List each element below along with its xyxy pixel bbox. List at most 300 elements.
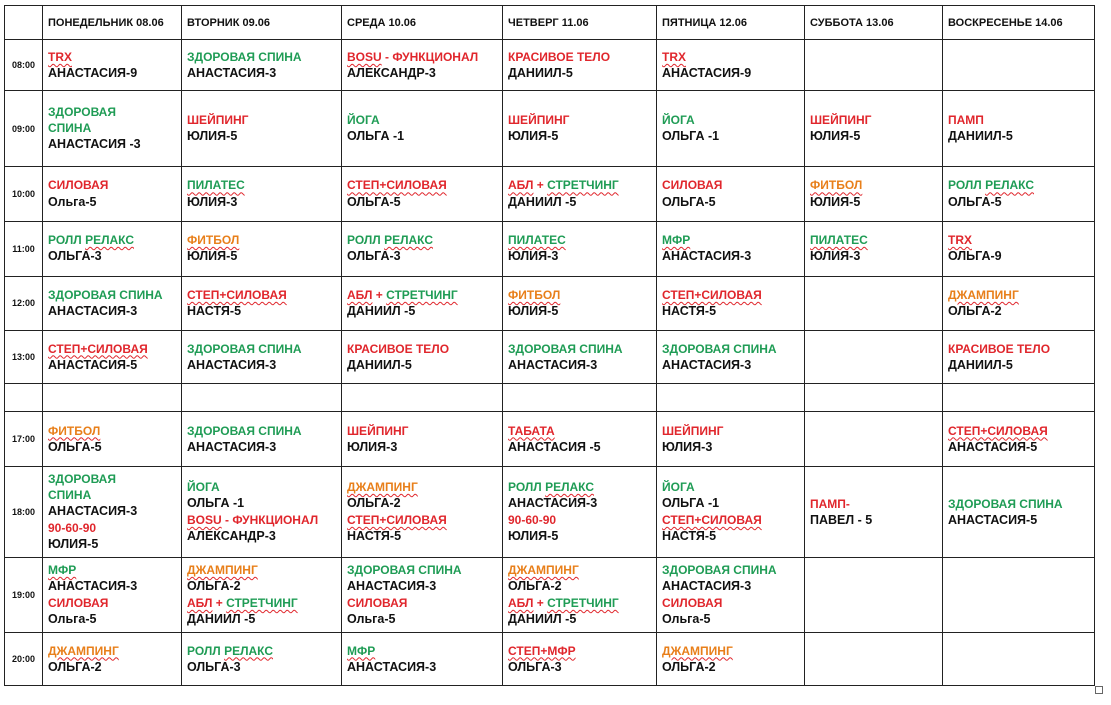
class-entry [187, 341, 336, 374]
class-entry [347, 232, 497, 265]
class-entry [508, 287, 651, 320]
class-name-part: СТЕП+СИЛОВАЯ [662, 513, 762, 528]
class-entry [948, 287, 1089, 320]
class-entry [48, 232, 176, 265]
time-slot: 09:00 [5, 91, 43, 167]
trainer-name: НАСТЯ-5 [347, 529, 402, 544]
class-name-part: BOSU [347, 49, 382, 64]
trainer-name: ОЛЬГА-2 [662, 659, 716, 674]
trainer-name: НАСТЯ-5 [662, 529, 717, 544]
day-header: ВТОРНИК 09.06 [182, 6, 342, 40]
class-entry [347, 512, 497, 545]
class-entry [48, 104, 176, 153]
class-name-part: ЗДОРОВАЯ СПИНА [948, 496, 1063, 511]
class-name [187, 512, 336, 528]
schedule-cell [182, 40, 342, 91]
class-name-part: ДЖАМПИНГ [187, 563, 258, 578]
schedule-cell [943, 412, 1095, 467]
trainer-name: АЛЕКСАНДР-3 [187, 529, 276, 544]
class-name [508, 341, 651, 357]
time-slot: 08:00 [5, 40, 43, 91]
class-entry [810, 232, 937, 265]
class-name [347, 341, 497, 357]
class-name-part: ПИЛАТЕС [187, 178, 245, 193]
class-name [508, 595, 651, 611]
trainer-name: ДАНИИЛ-5 [948, 357, 1013, 372]
class-name [187, 479, 336, 495]
class-name-part: КРАСИВОЕ ТЕЛО [508, 49, 611, 64]
class-name [810, 232, 937, 248]
schedule-cell [657, 412, 805, 467]
class-name-part: ЗДОРОВАЯ СПИНА [662, 563, 777, 578]
trainer-name: ДАНИИЛ -5 [187, 612, 256, 627]
schedule-cell [805, 412, 943, 467]
trainer-name: ЮЛИЯ-5 [508, 529, 559, 544]
schedule-cell [805, 633, 943, 686]
class-entry [948, 232, 1089, 265]
schedule-cell [805, 91, 943, 167]
trainer-name: Ольга-5 [662, 612, 711, 627]
class-entry [508, 232, 651, 265]
class-name-part: + [533, 178, 548, 193]
schedule-cell [943, 167, 1095, 222]
class-name-part: ДЖАМПИНГ [508, 563, 579, 578]
class-name [187, 643, 336, 659]
schedule-cell [342, 558, 503, 633]
class-entry [48, 595, 176, 628]
trainer-name: ОЛЬГА -1 [347, 129, 405, 144]
class-name-part: КРАСИВОЕ ТЕЛО [347, 341, 450, 356]
class-name-part: СТРЕТЧИНГ [386, 287, 458, 302]
class-name-part: РЕЛАКС [545, 480, 594, 495]
class-name [347, 479, 497, 495]
class-name [508, 177, 651, 193]
class-entry [347, 423, 497, 456]
class-entry [948, 423, 1089, 456]
class-entry [48, 562, 176, 595]
class-name-part: ДЖАМПИНГ [48, 643, 119, 658]
day-header: ПЯТНИЦА 12.06 [657, 6, 805, 40]
schedule-cell [943, 558, 1095, 633]
class-name-part: КРАСИВОЕ ТЕЛО [948, 341, 1051, 356]
trainer-name: АНАСТАСИЯ-3 [187, 65, 277, 80]
class-name-part: ШЕЙПИНГ [810, 113, 872, 128]
trainer-name: ОЛЬГА -1 [187, 496, 245, 511]
table-resize-handle[interactable] [1095, 686, 1103, 694]
schedule-cell [182, 167, 342, 222]
trainer-name: АНАСТАСИЯ-3 [662, 249, 752, 264]
class-entry [347, 643, 497, 676]
class-name [810, 496, 937, 512]
class-entry [347, 479, 497, 512]
schedule-cell [43, 633, 182, 686]
schedule-cell [43, 412, 182, 467]
class-name [187, 341, 336, 357]
class-entry [187, 479, 336, 512]
schedule-cell [342, 167, 503, 222]
day-header: ЧЕТВЕРГ 11.06 [503, 6, 657, 40]
class-name-part: СПИНА [48, 488, 92, 503]
schedule-cell [342, 383, 503, 411]
day-header: ВОСКРЕСЕНЬЕ 14.06 [943, 6, 1095, 40]
class-entry [508, 49, 651, 82]
class-name-part: 90-60-90 [508, 513, 557, 528]
time-row [5, 383, 1095, 411]
schedule-cell [657, 91, 805, 167]
trainer-name: АНАСТАСИЯ-3 [508, 357, 598, 372]
time-slot [5, 383, 43, 411]
trainer-name: ДАНИИЛ -5 [508, 612, 577, 627]
class-name-part: МФР [662, 233, 691, 248]
schedule-cell [43, 558, 182, 633]
class-entry [948, 341, 1089, 374]
class-name-part: СИЛОВАЯ [347, 596, 408, 611]
class-name [48, 104, 176, 120]
day-header: СУББОТА 13.06 [805, 6, 943, 40]
class-name-part: ДЖАМПИНГ [662, 643, 733, 658]
class-name-part: СИЛОВАЯ [48, 178, 109, 193]
schedule-cell [657, 221, 805, 276]
schedule-cell [503, 383, 657, 411]
trainer-name: ЮЛИЯ-3 [187, 194, 238, 209]
schedule-table [4, 5, 1095, 686]
class-entry [347, 341, 497, 374]
class-entry [508, 423, 651, 456]
class-name [948, 496, 1089, 512]
schedule-cell [805, 467, 943, 558]
trainer-name: ЮЛИЯ-5 [508, 129, 559, 144]
class-name-part: СТЕП+СИЛОВАЯ [187, 287, 287, 302]
schedule-cell [805, 40, 943, 91]
class-name [662, 177, 799, 193]
trainer-name: ОЛЬГА-5 [347, 194, 401, 209]
class-name-part: ТАБАТА [508, 423, 555, 438]
class-entry [347, 49, 497, 82]
class-name [508, 643, 651, 659]
class-entry [508, 512, 651, 545]
class-name-part: ЗДОРОВАЯ СПИНА [662, 341, 777, 356]
class-name [48, 49, 176, 65]
trainer-name: НАСТЯ-5 [187, 304, 242, 319]
trainer-name: ЮЛИЯ-5 [810, 129, 861, 144]
class-entry [347, 287, 497, 320]
class-entry [48, 471, 176, 520]
trainer-name: АНАСТАСИЯ-3 [187, 357, 277, 372]
class-name-part: - ФУНКЦИОНАЛ [221, 513, 319, 528]
class-name [347, 112, 497, 128]
trainer-name: ЮЛИЯ-5 [508, 304, 559, 319]
class-name [662, 49, 799, 65]
trainer-name: НАСТЯ-5 [662, 304, 717, 319]
class-name-part: СТРЕТЧИНГ [547, 178, 619, 193]
class-name-part: СТРЕТЧИНГ [547, 596, 619, 611]
trainer-name: АНАСТАСИЯ-3 [662, 579, 752, 594]
class-name-part: СПИНА [48, 121, 92, 136]
class-name [187, 177, 336, 193]
class-name-part: ЗДОРОВАЯ СПИНА [347, 563, 462, 578]
class-name-part: РОЛЛ [347, 233, 385, 248]
time-row [5, 276, 1095, 331]
class-name-part: ДЖАМПИНГ [347, 480, 418, 495]
schedule-cell [43, 40, 182, 91]
day-header: СРЕДА 10.06 [342, 6, 503, 40]
class-entry [662, 341, 799, 374]
class-name [948, 341, 1089, 357]
class-entry [508, 112, 651, 145]
class-name [347, 423, 497, 439]
trainer-name: Ольга-5 [48, 194, 97, 209]
header-corner-cell [5, 6, 43, 40]
class-name-part: СИЛОВАЯ [48, 596, 109, 611]
class-name [48, 423, 176, 439]
time-row [5, 412, 1095, 467]
class-name-part: РОЛЛ [508, 480, 546, 495]
schedule-cell [503, 91, 657, 167]
class-name [662, 562, 799, 578]
schedule-cell [182, 276, 342, 331]
schedule-cell [342, 91, 503, 167]
class-name-part: РОЛЛ [948, 178, 986, 193]
class-name [48, 120, 176, 136]
class-name [187, 112, 336, 128]
trainer-name: ОЛЬГА-3 [347, 249, 401, 264]
class-name-part: СТЕП+СИЛОВАЯ [347, 513, 447, 528]
trainer-name: ОЛЬГА-5 [662, 194, 716, 209]
class-name [508, 423, 651, 439]
class-name [508, 232, 651, 248]
trainer-name: АНАСТАСИЯ-5 [948, 439, 1038, 454]
class-name-part: ШЕЙПИНГ [187, 113, 249, 128]
class-name-part: РОЛЛ [48, 233, 86, 248]
trainer-name: ОЛЬГА-9 [948, 249, 1002, 264]
class-name-part: РЕЛАКС [85, 233, 134, 248]
class-name-part: РЕЛАКС [384, 233, 433, 248]
schedule-cell [182, 91, 342, 167]
class-entry [187, 643, 336, 676]
time-row [5, 467, 1095, 558]
schedule-cell [342, 331, 503, 384]
schedule-cell [503, 558, 657, 633]
schedule-cell [342, 633, 503, 686]
schedule-cell [43, 331, 182, 384]
class-entry [187, 562, 336, 595]
trainer-name: АНАСТАСИЯ-3 [347, 659, 437, 674]
class-name [347, 643, 497, 659]
class-name-part: ШЕЙПИНГ [662, 423, 724, 438]
class-name [662, 512, 799, 528]
trainer-name: ЮЛИЯ-5 [810, 194, 861, 209]
trainer-name: ОЛЬГА-2 [508, 579, 562, 594]
trainer-name: Ольга-5 [48, 612, 97, 627]
class-entry [662, 177, 799, 210]
class-name-part: ЗДОРОВАЯ СПИНА [508, 341, 623, 356]
class-name-part: ПАМП- [810, 496, 850, 511]
trainer-name: АНАСТАСИЯ-3 [48, 304, 138, 319]
schedule-cell [503, 167, 657, 222]
class-name [347, 177, 497, 193]
time-row [5, 40, 1095, 91]
class-name-part: ДЖАМПИНГ [948, 287, 1019, 302]
schedule-cell [503, 633, 657, 686]
class-entry [187, 595, 336, 628]
class-name-part: ПИЛАТЕС [508, 233, 566, 248]
class-entry [48, 287, 176, 320]
trainer-name: АЛЕКСАНДР-3 [347, 65, 436, 80]
class-name-part: ФИТБОЛ [810, 178, 863, 193]
trainer-name: АНАСТАСИЯ-3 [48, 504, 138, 519]
time-slot: 17:00 [5, 412, 43, 467]
class-entry [662, 479, 799, 512]
class-name [48, 595, 176, 611]
class-name-part: ЗДОРОВАЯ СПИНА [48, 287, 163, 302]
schedule-cell [43, 467, 182, 558]
class-name [810, 112, 937, 128]
class-name [187, 232, 336, 248]
trainer-name: АНАСТАСИЯ -5 [508, 439, 601, 454]
schedule-cell [503, 40, 657, 91]
class-name [347, 49, 497, 65]
trainer-name: ДАНИИЛ-5 [508, 65, 573, 80]
schedule-cell [805, 221, 943, 276]
class-name-part: СТЕП+СИЛОВАЯ [948, 423, 1048, 438]
class-name-part: ЙОГА [662, 113, 695, 128]
class-name-part: СИЛОВАЯ [662, 178, 723, 193]
class-name [187, 287, 336, 303]
schedule-cell [43, 383, 182, 411]
trainer-name: ЮЛИЯ-5 [48, 537, 99, 552]
trainer-name: АНАСТАСИЯ-3 [347, 579, 437, 594]
class-name-part: ПАМП [948, 113, 984, 128]
schedule-cell [943, 633, 1095, 686]
trainer-name: ЮЛИЯ-3 [810, 249, 861, 264]
class-name [948, 177, 1089, 193]
class-name [508, 512, 651, 528]
class-name [948, 287, 1089, 303]
trainer-name: ОЛЬГА-5 [48, 439, 102, 454]
trainer-name: АНАСТАСИЯ-3 [508, 496, 598, 511]
class-entry [508, 341, 651, 374]
class-entry [508, 479, 651, 512]
class-name [662, 112, 799, 128]
class-name-part: РОЛЛ [187, 643, 225, 658]
trainer-name: ЮЛИЯ-5 [187, 249, 238, 264]
schedule-cell [182, 467, 342, 558]
schedule-cell [805, 276, 943, 331]
class-name [508, 562, 651, 578]
class-name [347, 287, 497, 303]
class-entry [662, 562, 799, 595]
class-name-part: TRX [948, 233, 972, 248]
class-entry [662, 595, 799, 628]
trainer-name: ОЛЬГА -1 [662, 129, 720, 144]
schedule-cell [342, 221, 503, 276]
class-name [948, 112, 1089, 128]
class-name-part: СТЕП+СИЛОВАЯ [662, 287, 762, 302]
class-name-part: + [372, 287, 387, 302]
schedule-cell [943, 467, 1095, 558]
class-name-part: ЙОГА [662, 480, 695, 495]
class-name-part: АБЛ [347, 287, 373, 302]
class-name-part: 90-60-90 [48, 521, 97, 536]
time-slot: 10:00 [5, 167, 43, 222]
class-entry [662, 512, 799, 545]
schedule-cell [182, 633, 342, 686]
time-slot: 13:00 [5, 331, 43, 384]
class-entry [662, 112, 799, 145]
class-name [662, 643, 799, 659]
trainer-name: АНАСТАСИЯ-3 [48, 579, 138, 594]
class-entry [508, 595, 651, 628]
class-name-part: МФР [48, 563, 77, 578]
class-name-part: ФИТБОЛ [48, 423, 101, 438]
trainer-name: ОЛЬГА-3 [508, 659, 562, 674]
class-entry [347, 595, 497, 628]
trainer-name: ЮЛИЯ-3 [662, 439, 713, 454]
class-entry [948, 496, 1089, 529]
schedule-cell [657, 558, 805, 633]
trainer-name: ОЛЬГА-3 [48, 249, 102, 264]
schedule-cell [943, 331, 1095, 384]
schedule-cell [503, 412, 657, 467]
class-name-part: ПИЛАТЕС [810, 233, 868, 248]
class-entry [187, 512, 336, 545]
class-entry [187, 232, 336, 265]
class-name [48, 177, 176, 193]
class-name [48, 287, 176, 303]
trainer-name: ДАНИИЛ -5 [508, 194, 577, 209]
schedule-cell [182, 383, 342, 411]
schedule-cell [503, 276, 657, 331]
schedule-cell [342, 467, 503, 558]
time-row [5, 167, 1095, 222]
class-entry [187, 49, 336, 82]
class-entry [347, 562, 497, 595]
schedule-cell [657, 331, 805, 384]
class-name-part: СТРЕТЧИНГ [226, 596, 298, 611]
class-name-part: МФР [347, 643, 376, 658]
schedule-cell [503, 221, 657, 276]
class-name [662, 479, 799, 495]
class-name [948, 232, 1089, 248]
time-slot: 20:00 [5, 633, 43, 686]
class-name-part: ЗДОРОВАЯ [48, 471, 116, 486]
class-name [48, 520, 176, 536]
class-entry [508, 562, 651, 595]
class-name [508, 287, 651, 303]
time-row [5, 331, 1095, 384]
schedule-cell [943, 221, 1095, 276]
schedule-cell [943, 40, 1095, 91]
class-entry [948, 177, 1089, 210]
class-entry [810, 496, 937, 529]
class-name [187, 562, 336, 578]
class-entry [48, 341, 176, 374]
time-row [5, 91, 1095, 167]
class-name [187, 595, 336, 611]
class-name [662, 287, 799, 303]
class-name-part: ФИТБОЛ [187, 233, 240, 248]
class-entry [48, 49, 176, 82]
trainer-name: АНАСТАСИЯ-5 [48, 357, 138, 372]
schedule-cell [182, 412, 342, 467]
schedule-cell [182, 558, 342, 633]
trainer-name: АНАСТАСИЯ-9 [662, 65, 752, 80]
class-name [662, 595, 799, 611]
schedule-cell [805, 331, 943, 384]
class-name-part: ШЕЙПИНГ [347, 423, 409, 438]
time-slot: 18:00 [5, 467, 43, 558]
class-entry [508, 177, 651, 210]
